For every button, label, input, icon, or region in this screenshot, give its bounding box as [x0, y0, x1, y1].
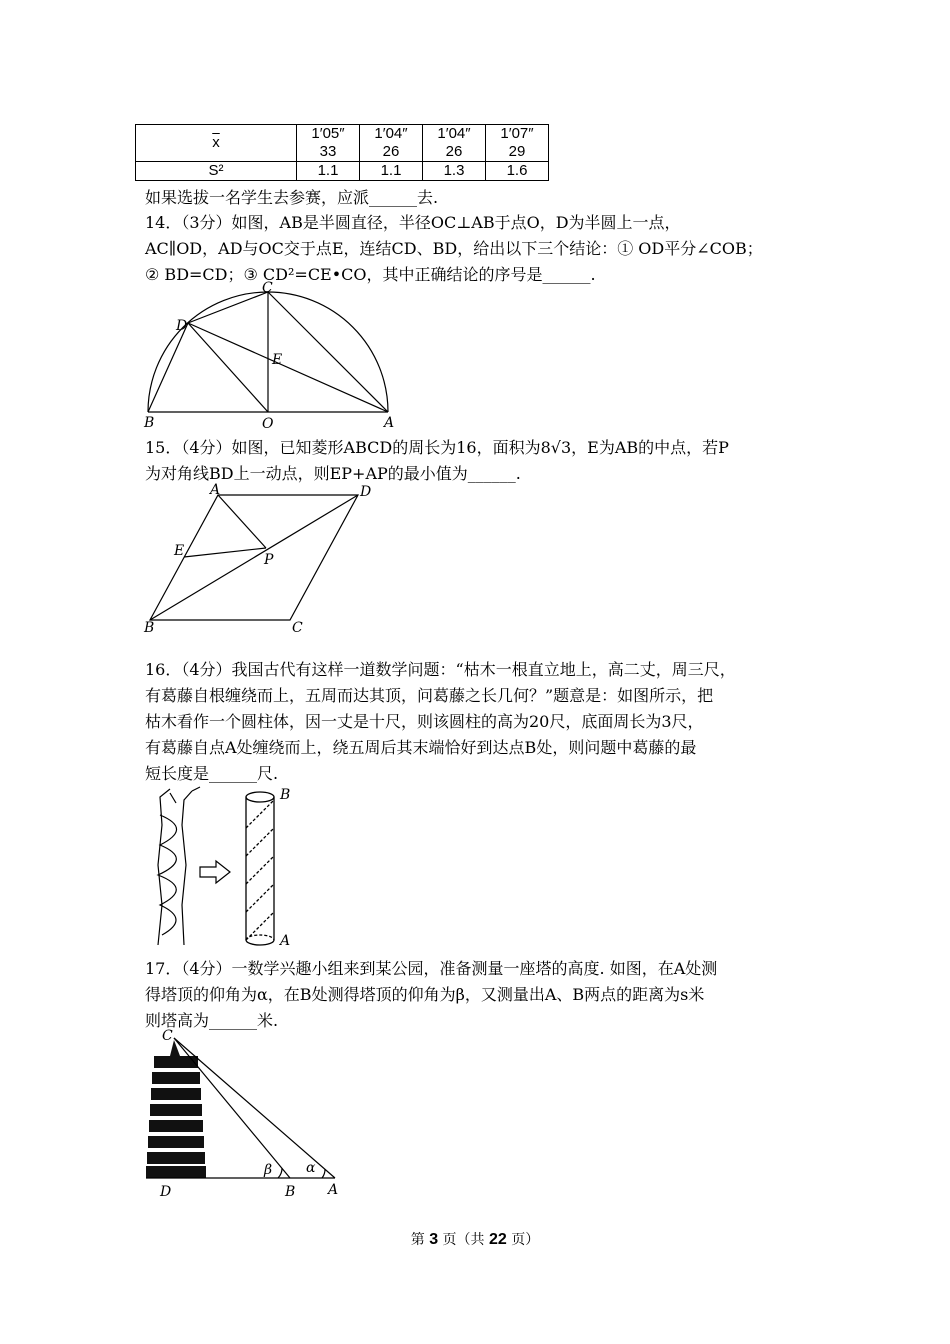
angle-alpha-arc	[322, 1169, 325, 1178]
table-row	[136, 125, 549, 162]
label-beta: β	[264, 1162, 273, 1178]
label-a: A	[280, 933, 291, 949]
q15-rhombus-figure	[140, 480, 380, 640]
table-cell: 26	[445, 143, 463, 160]
table-cell: 29	[508, 143, 526, 160]
label-d: D	[160, 1184, 172, 1200]
label-b: B	[144, 415, 155, 430]
label-b: B	[144, 620, 155, 636]
q17-text-line3: 则塔高为______米.	[145, 1011, 279, 1030]
label-c: C	[162, 1028, 173, 1044]
q16-text-line2: 有葛藤自根缠绕而上，五周而达其顶，问葛藤之长几何？”题意是：如图所示，把	[145, 686, 714, 705]
mean-label: $\overline{x}$	[212, 134, 220, 151]
q15-text-line1: 15．（4分）如图，已知菱形ABCD的周长为16，面积为8√3，E为AB的中点，若P	[145, 438, 729, 457]
label-e: E	[272, 352, 283, 368]
label-p: P	[264, 552, 274, 568]
table-cell: 1.1	[360, 162, 423, 181]
table-cell: 1′04″	[374, 125, 408, 142]
q16-text-line4: 有葛藤自点A处缠绕而上，绕五周后其末端恰好到达点B处，则问题中葛藤的最	[145, 738, 697, 757]
label-c: C	[262, 280, 273, 296]
table-cell: 1′05″	[311, 125, 345, 142]
table-cell: 1.1	[297, 162, 360, 181]
segment-ap	[218, 495, 266, 548]
q15-text-line2: 为对角线BD上一动点，则EP+AP的最小值为______.	[145, 464, 521, 483]
page-footer	[0, 1229, 950, 1249]
table-cell: 1.3	[423, 162, 486, 181]
table-cell: 26	[382, 143, 400, 160]
segment-ad	[188, 323, 388, 412]
segment-od	[188, 323, 268, 412]
q16-text-line1: 16．（4分）我国古代有这样一道数学问题：“枯木一根直立地上，高二丈，周三尺，	[145, 660, 736, 679]
q17-text-line1: 17．（4分）一数学兴趣小组来到某公园，准备测量一座塔的高度. 如图，在A处测	[145, 959, 718, 978]
arrow-icon	[200, 861, 230, 883]
pagoda-illustration	[146, 1040, 206, 1178]
segment-ac	[268, 292, 388, 412]
label-d: D	[360, 484, 372, 500]
label-a: A	[210, 482, 221, 498]
q17-text-line2: 得塔顶的仰角为α，在B处测得塔顶的仰角为β，又测量出A、B两点的距离为s米	[145, 985, 705, 1004]
segment-cd	[188, 292, 268, 323]
label-b: B	[280, 787, 291, 803]
label-a: A	[384, 415, 395, 430]
q17-tower-figure	[140, 1028, 360, 1203]
label-b: B	[285, 1184, 296, 1200]
cylinder	[246, 792, 274, 945]
table-cell: 1′07″	[500, 125, 534, 142]
segment-bd	[148, 323, 188, 412]
table-cell: 1′04″	[437, 125, 471, 142]
q16-text-line3: 枯木看作一个圆柱体，因一丈是十尺，则该圆柱的高为20尺，底面周长为3尺，	[145, 712, 704, 731]
page-number: 3	[429, 1231, 439, 1248]
variance-label: S²	[136, 162, 297, 181]
q14-text-line3: ② BD=CD；③ CD²=CE•CO，其中正确结论的序号是______.	[145, 265, 596, 284]
label-a: A	[328, 1182, 339, 1198]
total-pages: 22	[489, 1231, 507, 1248]
q13-answer-line: 如果选拔一名学生去参赛，应派______去.	[145, 188, 439, 207]
footer-suffix: 页）	[506, 1232, 540, 1248]
label-alpha: α	[306, 1160, 316, 1176]
angle-beta-arc	[278, 1168, 282, 1178]
label-c: C	[292, 620, 303, 636]
stats-table	[135, 124, 549, 181]
q14-semicircle-figure	[140, 280, 400, 430]
table-cell: 33	[319, 143, 337, 160]
q16-text-line5: 短长度是______尺.	[145, 764, 279, 783]
footer-prefix: 第	[410, 1232, 430, 1248]
tree-illustration	[158, 787, 200, 945]
q16-tree-cylinder-figure	[140, 785, 320, 950]
footer-mid: 页（共	[438, 1232, 489, 1248]
q14-text-line1: 14．（3分）如图，AB是半圆直径，半径OC⊥AB于点O，D为半圆上一点，	[145, 213, 681, 232]
label-d: D	[176, 318, 188, 334]
q14-text-line2: AC∥OD，AD与OC交于点E，连结CD、BD，给出以下三个结论：① OD平分∠COB；	[145, 239, 763, 258]
label-o: O	[262, 416, 274, 430]
label-e: E	[174, 543, 185, 559]
table-cell: 1.6	[486, 162, 549, 181]
table-row	[136, 162, 549, 181]
segment-ep	[184, 548, 266, 557]
